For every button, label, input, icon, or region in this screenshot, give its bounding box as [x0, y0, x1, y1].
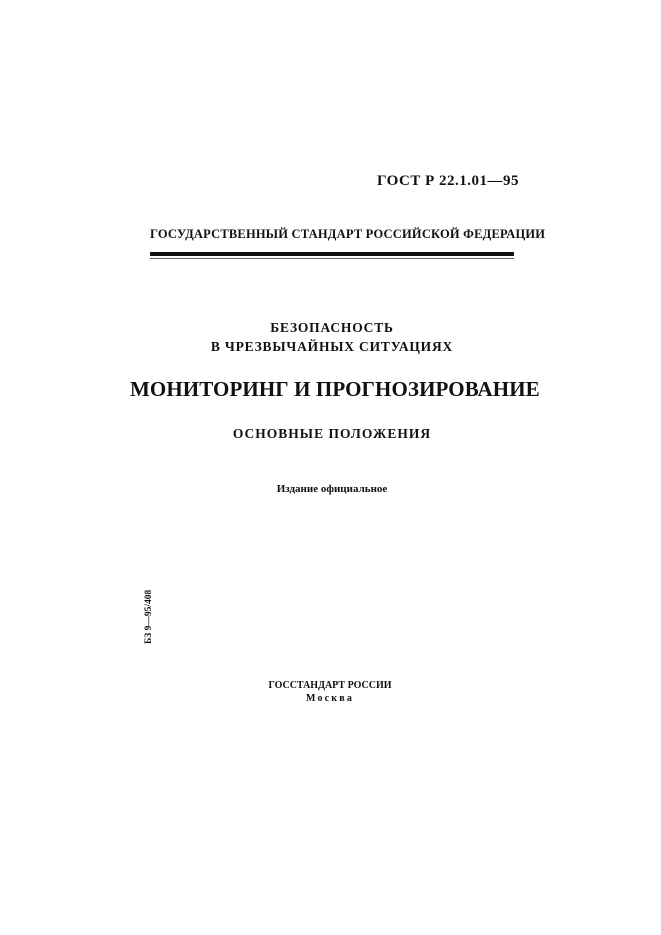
vertical-publication-code: БЗ 9—95/408: [144, 589, 154, 644]
thin-divider: [150, 258, 514, 259]
safety-line-1: БЕЗОПАСНОСТЬ: [270, 320, 394, 335]
document-title: МОНИТОРИНГ И ПРОГНОЗИРОВАНИЕ: [130, 377, 540, 401]
standard-type-heading: ГОСУДАРСТВЕННЫЙ СТАНДАРТ РОССИЙСКОЙ ФЕДЕРАЦИИ: [150, 227, 546, 241]
thick-divider: [150, 252, 514, 256]
standard-code: ГОСТ Р 22.1.01—95: [376, 173, 519, 189]
document-subtitle: ОСНОВНЫЕ ПОЛОЖЕНИЯ: [232, 426, 432, 441]
edition-note: Издание официальное: [276, 483, 388, 495]
safety-heading: [150, 318, 514, 356]
publisher-city: Москва: [305, 693, 355, 704]
safety-line-2: В ЧРЕЗВЫЧАЙНЫХ СИТУАЦИЯХ: [210, 339, 454, 354]
publisher-name: ГОССТАНДАРТ РОССИИ: [268, 680, 392, 691]
publisher-block: [230, 679, 430, 705]
